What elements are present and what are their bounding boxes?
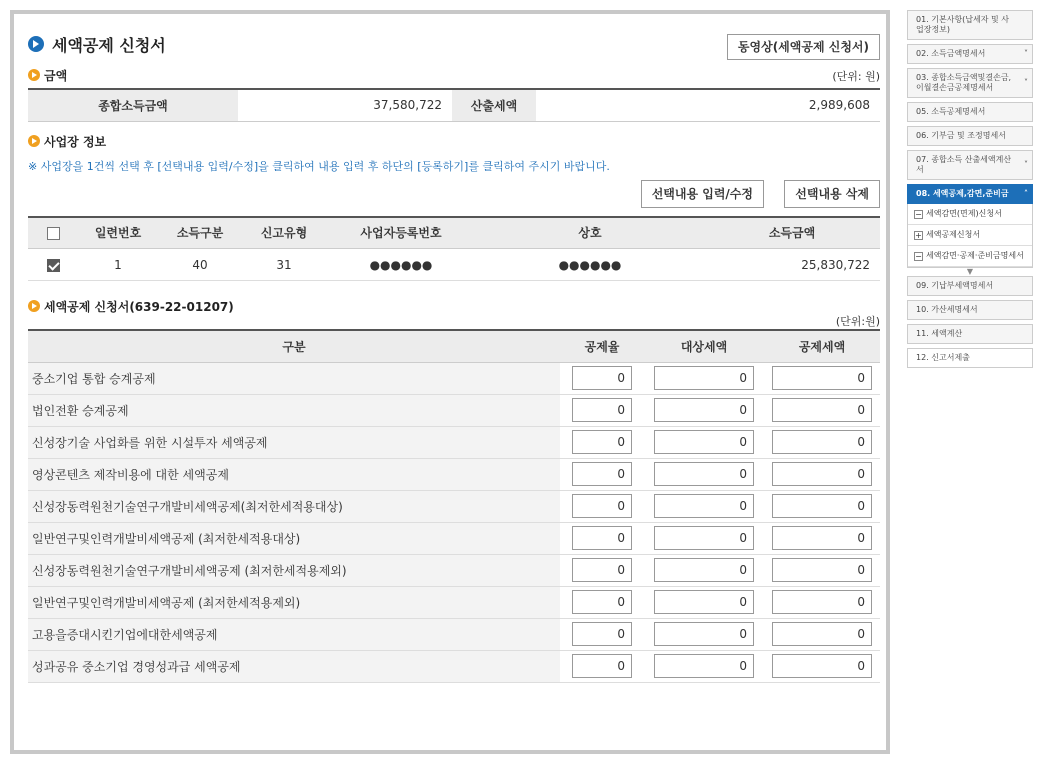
- table-row[interactable]: [28, 249, 880, 281]
- target-tax-input[interactable]: 0: [654, 462, 754, 486]
- select-all-checkbox[interactable]: [47, 227, 60, 240]
- nav-item-label: 11. 세액계산: [916, 329, 963, 338]
- target-cell: [644, 522, 764, 554]
- rate-cell: [560, 650, 644, 682]
- deduction-input[interactable]: 0: [772, 622, 872, 646]
- section-bullet-icon: [28, 69, 40, 81]
- col-amount: 소득금액: [704, 217, 880, 249]
- deduction-input[interactable]: 0: [772, 366, 872, 390]
- edit-selected-button[interactable]: 선택내용 입력/수정: [641, 180, 764, 208]
- table-row: [28, 618, 880, 650]
- credit-item-name: 중소기업 통합 승계공제: [28, 362, 560, 394]
- nav-item-label: 01. 기본사항(납세자 및 사업장정보): [916, 15, 1010, 34]
- select-all-header: [28, 217, 78, 249]
- rate-input[interactable]: 0: [572, 494, 632, 518]
- income-type-cell: 40: [158, 249, 242, 281]
- nav-subitem-label: 세액감면·공제·준비금명세서: [926, 251, 1024, 260]
- rate-cell: [560, 490, 644, 522]
- expand-icon: +: [915, 231, 922, 240]
- nav-item[interactable]: [907, 324, 1033, 344]
- target-tax-input[interactable]: 0: [654, 398, 754, 422]
- rate-cell: [560, 426, 644, 458]
- deduction-input[interactable]: 0: [772, 494, 872, 518]
- deduction-input[interactable]: 0: [772, 430, 872, 454]
- credit-item-name: 성과공유 중소기업 경영성과급 세액공제: [28, 650, 560, 682]
- nav-submenu: [907, 204, 1033, 268]
- rate-cell: [560, 362, 644, 394]
- nav-item[interactable]: [907, 150, 1033, 180]
- credit-section-title: 세액공제 신청서(639-22-01207): [44, 300, 234, 314]
- deduction-input[interactable]: 0: [772, 654, 872, 678]
- table-row: [28, 458, 880, 490]
- target-tax-input[interactable]: 0: [654, 622, 754, 646]
- amount-unit: (단위: 원): [832, 70, 880, 83]
- nav-item[interactable]: [907, 68, 1033, 98]
- video-button[interactable]: 동영상(세액공제 신청서): [727, 34, 880, 60]
- report-type-cell: 31: [242, 249, 326, 281]
- col-name: 상호: [476, 217, 704, 249]
- rate-cell: [560, 522, 644, 554]
- nav-item-label: 09. 기납부세액명세서: [916, 281, 994, 290]
- collapse-icon: −: [915, 252, 922, 261]
- amount-cell: 25,830,722: [704, 249, 880, 281]
- business-table: [28, 216, 880, 282]
- table-row: [28, 394, 880, 426]
- title-row: [28, 28, 880, 64]
- chevron-up-icon: ˄: [1024, 189, 1028, 198]
- deduction-input[interactable]: 0: [772, 398, 872, 422]
- title-bullet-icon: [28, 36, 44, 52]
- rate-input[interactable]: 0: [572, 590, 632, 614]
- section-bullet-icon: [28, 300, 40, 312]
- main-panel: [10, 10, 890, 754]
- nav-item-label: 12. 신고서제출: [916, 353, 970, 362]
- credit-item-name: 일반연구및인력개발비세액공제 (최저한세적용대상): [28, 522, 560, 554]
- rate-cell: [560, 458, 644, 490]
- rate-input[interactable]: 0: [572, 366, 632, 390]
- deduction-cell: [764, 490, 880, 522]
- credit-item-name: 영상콘텐츠 제작비용에 대한 세액공제: [28, 458, 560, 490]
- table-row: [28, 490, 880, 522]
- chevron-down-icon: ˅: [1024, 160, 1028, 169]
- target-tax-input[interactable]: 0: [654, 654, 754, 678]
- nav-item-label: 03. 종합소득금액및결손금,이월결손금공제명세서: [916, 73, 1012, 92]
- deduction-cell: [764, 522, 880, 554]
- nav-item[interactable]: [907, 348, 1033, 368]
- deduction-cell: [764, 554, 880, 586]
- credit-item-name: 신성장동력원천기술연구개발비세액공제 (최저한세적용제외): [28, 554, 560, 586]
- rate-input[interactable]: 0: [572, 558, 632, 582]
- nav-item-label: 07. 종합소득 산출세액계산서: [916, 155, 1012, 174]
- target-tax-input[interactable]: 0: [654, 366, 754, 390]
- col-income-type: 소득구분: [158, 217, 242, 249]
- deduction-cell: [764, 650, 880, 682]
- calc-tax-value: 2,989,608: [536, 89, 880, 121]
- target-tax-input[interactable]: 0: [654, 526, 754, 550]
- col-report-type: 신고유형: [242, 217, 326, 249]
- nav-subitem[interactable]: [908, 225, 1032, 246]
- amount-section-title: 금액: [44, 69, 68, 83]
- col-biz-no: 사업자등록번호: [326, 217, 476, 249]
- col-serial: 일련번호: [78, 217, 158, 249]
- table-row: [28, 586, 880, 618]
- table-row: [28, 362, 880, 394]
- row-select-cell: [28, 249, 78, 281]
- total-income-label: 종합소득금액: [28, 89, 238, 121]
- rate-input[interactable]: 0: [572, 622, 632, 646]
- business-section-title: 사업장 정보: [44, 134, 107, 149]
- credit-header: [28, 295, 880, 329]
- col-deduction: 공제세액: [764, 330, 880, 362]
- main-content: [28, 28, 880, 683]
- deduction-cell: [764, 586, 880, 618]
- target-cell: [644, 490, 764, 522]
- deduction-cell: [764, 458, 880, 490]
- deduction-input[interactable]: 0: [772, 462, 872, 486]
- target-tax-input[interactable]: 0: [654, 590, 754, 614]
- nav-item[interactable]: [907, 10, 1033, 40]
- calc-tax-label: 산출세액: [452, 89, 536, 121]
- credit-unit: (단위:원): [835, 315, 880, 328]
- nav-subitem-label: 세액공제신청서: [926, 230, 981, 239]
- rate-cell: [560, 554, 644, 586]
- section-bullet-icon: [28, 135, 40, 147]
- credit-table: [28, 329, 880, 683]
- credit-item-name: 고용을증대시킨기업에대한세액공제: [28, 618, 560, 650]
- amount-table: [28, 88, 880, 122]
- rate-cell: [560, 618, 644, 650]
- target-cell: [644, 362, 764, 394]
- col-rate: 공제율: [560, 330, 644, 362]
- nav-item-label: 08. 세액공제,감면,준비금: [916, 189, 1009, 198]
- nav-item-08[interactable]: [907, 184, 1033, 204]
- nav-subitem[interactable]: [908, 204, 1032, 225]
- chevron-down-icon: ˅: [1024, 49, 1028, 58]
- deduction-cell: [764, 362, 880, 394]
- target-tax-input[interactable]: 0: [654, 494, 754, 518]
- deduction-input[interactable]: 0: [772, 590, 872, 614]
- amount-header: [28, 64, 880, 88]
- rate-input[interactable]: 0: [572, 462, 632, 486]
- row-checkbox[interactable]: [47, 259, 60, 272]
- col-category: 구분: [28, 330, 560, 362]
- table-row: [28, 650, 880, 682]
- total-income-value: 37,580,722: [238, 89, 452, 121]
- col-target-tax: 대상세액: [644, 330, 764, 362]
- target-cell: [644, 458, 764, 490]
- target-cell: [644, 650, 764, 682]
- nav-subitem-label: 세액감면(면제)신청서: [926, 209, 1002, 218]
- nav-item[interactable]: [907, 300, 1033, 320]
- chevron-down-icon: ˅: [1024, 78, 1028, 87]
- deduction-cell: [764, 426, 880, 458]
- table-row: [28, 522, 880, 554]
- business-header: [28, 130, 880, 154]
- deduction-input[interactable]: 0: [772, 558, 872, 582]
- nav-item-label: 06. 기부금 및 조정명세서: [916, 131, 1006, 140]
- target-cell: [644, 426, 764, 458]
- deduction-cell: [764, 394, 880, 426]
- nav-item[interactable]: [907, 102, 1033, 122]
- rate-input[interactable]: 0: [572, 430, 632, 454]
- target-cell: [644, 554, 764, 586]
- nav-item[interactable]: [907, 276, 1033, 296]
- credit-item-name: 신성장기술 사업화를 위한 시설투자 세액공제: [28, 426, 560, 458]
- name-cell: ●●●●●●: [476, 249, 704, 281]
- nav-item-label: 10. 가산세명세서: [916, 305, 978, 314]
- target-tax-input[interactable]: 0: [654, 430, 754, 454]
- rate-input[interactable]: 0: [572, 398, 632, 422]
- target-cell: [644, 394, 764, 426]
- rate-cell: [560, 586, 644, 618]
- target-cell: [644, 618, 764, 650]
- target-cell: [644, 586, 764, 618]
- step-navigation: [907, 10, 1033, 372]
- deduction-input[interactable]: 0: [772, 526, 872, 550]
- collapse-icon: −: [915, 210, 922, 219]
- biz-no-cell: ●●●●●●: [326, 249, 476, 281]
- serial-cell: 1: [78, 249, 158, 281]
- nav-item-label: 02. 소득금액명세서: [916, 49, 986, 58]
- table-row: [28, 554, 880, 586]
- credit-item-name: 일반연구및인력개발비세액공제 (최저한세적용제외): [28, 586, 560, 618]
- deduction-cell: [764, 618, 880, 650]
- nav-item[interactable]: [907, 44, 1033, 64]
- table-row: [28, 426, 880, 458]
- delete-selected-button[interactable]: 선택내용 삭제: [784, 180, 880, 208]
- rate-input[interactable]: 0: [572, 654, 632, 678]
- rate-input[interactable]: 0: [572, 526, 632, 550]
- page-title: 세액공제 신청서: [52, 36, 166, 55]
- nav-item[interactable]: [907, 126, 1033, 146]
- business-notice: ※ 사업장을 1건씩 선택 후 [선택내용 입력/수정]을 클릭하여 내용 입력 후 하단의 [등록하기]를 클릭하여 주시기 바랍니다.: [28, 159, 610, 173]
- credit-item-name: 신성장동력원천기술연구개발비세액공제(최저한세적용대상): [28, 490, 560, 522]
- target-tax-input[interactable]: 0: [654, 558, 754, 582]
- rate-cell: [560, 394, 644, 426]
- nav-item-label: 05. 소득공제명세서: [916, 107, 986, 116]
- nav-subitem[interactable]: [908, 246, 1032, 267]
- credit-item-name: 법인전환 승계공제: [28, 394, 560, 426]
- scroll-down-icon[interactable]: ▼: [966, 267, 974, 276]
- business-button-row: [28, 180, 880, 216]
